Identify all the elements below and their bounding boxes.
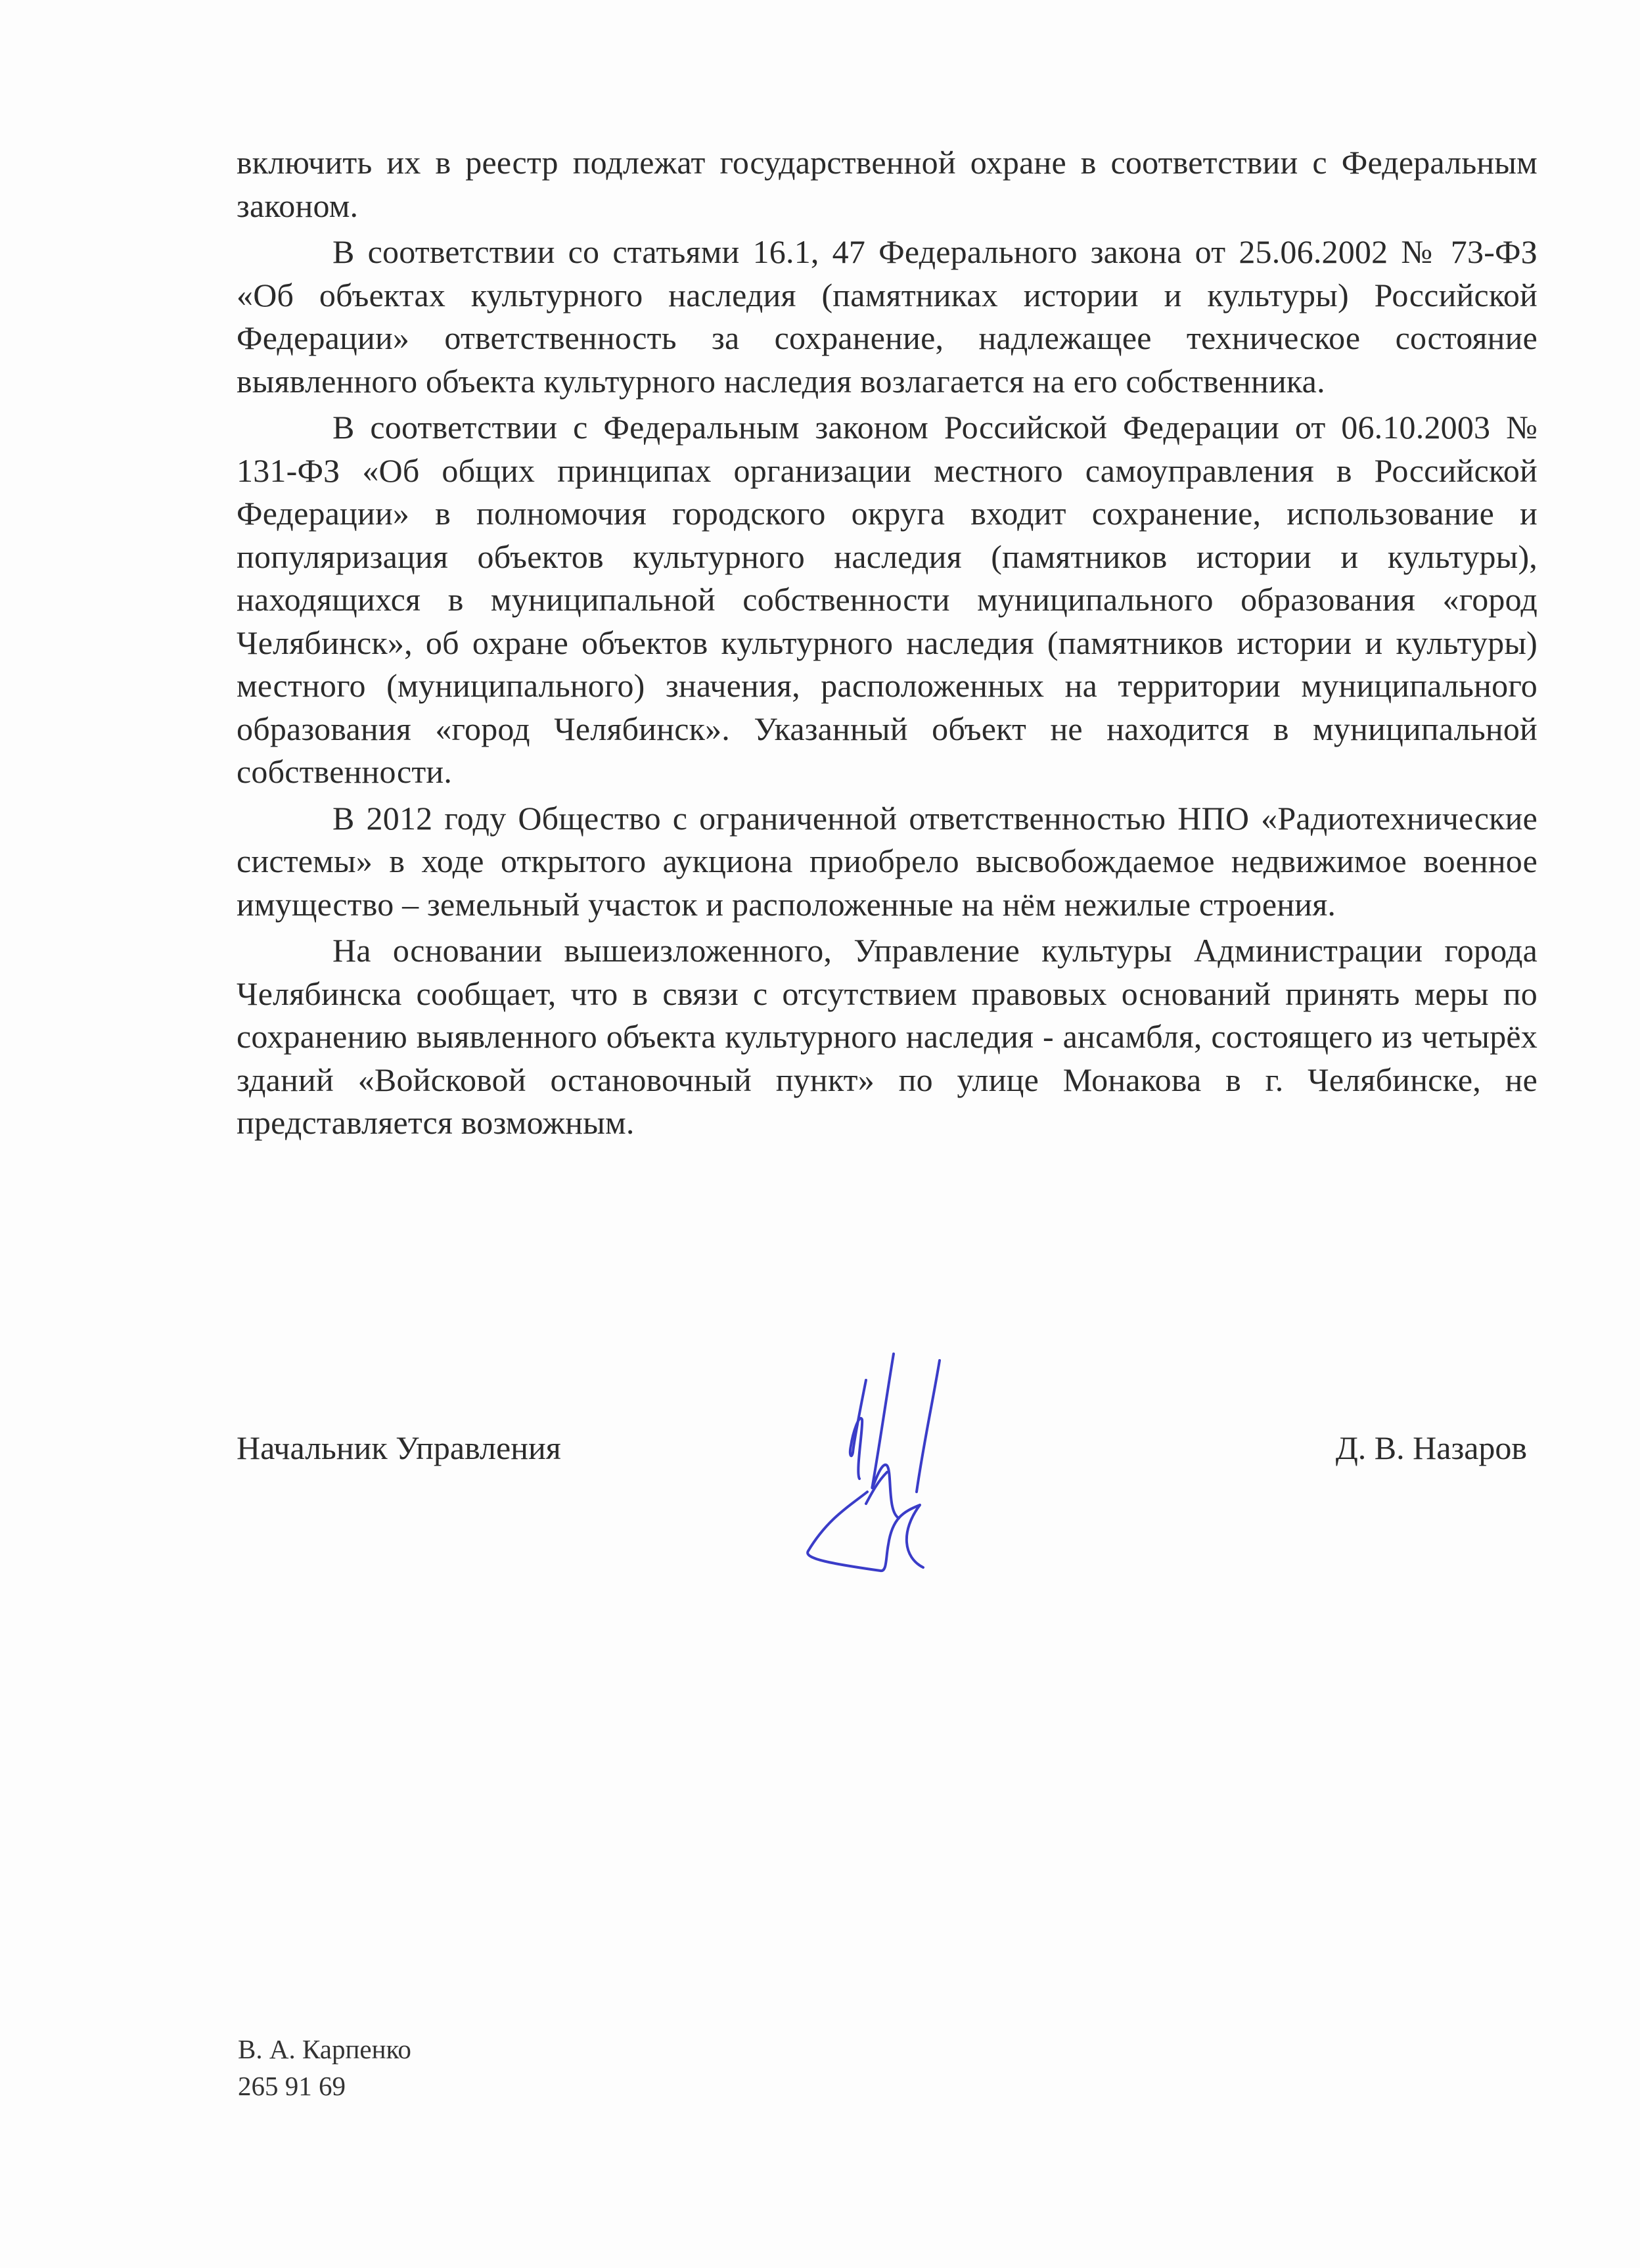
executor-phone: 265 91 69 bbox=[238, 2071, 346, 2101]
letter-body bbox=[237, 141, 1538, 1145]
signatory-title: Начальник Управления bbox=[237, 1429, 561, 1466]
executor-block bbox=[238, 2031, 411, 2104]
signatory-name: Д. В. Назаров bbox=[1335, 1429, 1527, 1466]
handwritten-signature bbox=[788, 1341, 959, 1604]
executor-name: В. А. Карпенко bbox=[238, 2034, 411, 2064]
paragraph-municipal-powers: В соответствии с Федеральным законом Российской Федерации от 06.10.2003 № 131-ФЗ «Об общих принципах организации местного самоуправления в Российской Федерации» в полномочия городского округа входит сохранение, использование и популяризация объектов культурного наследия (памятников истории и культуры), находящихся в муниципальной собственности муниципального образования «город Челябинск», об охране объектов культурного наследия (памятников истории и культуры) местного (муниципального) значения, расположенных на территории муниципального образования «город Челябинск». Указанный объект не находится в муниципальной собственности. bbox=[237, 409, 1538, 790]
paragraph-continuation: включить их в реестр подлежат государственной охране в соответствии с Федеральным законом. bbox=[237, 144, 1538, 224]
paragraph-responsibility: В соответствии со статьями 16.1, 47 Федерального закона от 25.06.2002 № 73-ФЗ «Об объектах культурного наследия (памятниках истории и культуры) Российской Федерации» ответственность за сохранение, надлежащее техническое состояние выявленного объекта культурного наследия возлагается на его собственника. bbox=[237, 233, 1538, 400]
paragraph-conclusion: На основании вышеизложенного, Управление культуры Администрации города Челябинска сообщает, что в связи с отсутствием правовых оснований принять меры по сохранению выявленного объекта культурного наследия - ансамбля, состоящего из четырёх зданий «Войсковой остановочный пункт» по улице Монакова в г. Челябинске, не представляется возможным. bbox=[237, 932, 1538, 1141]
paragraph-auction: В 2012 году Общество с ограниченной ответственностью НПО «Радиотехнические системы» в ходе открытого аукциона приобрело высвобождаемое недвижимое военное имущество – земельный участок и расположенные на нём нежилые строения. bbox=[237, 799, 1538, 923]
